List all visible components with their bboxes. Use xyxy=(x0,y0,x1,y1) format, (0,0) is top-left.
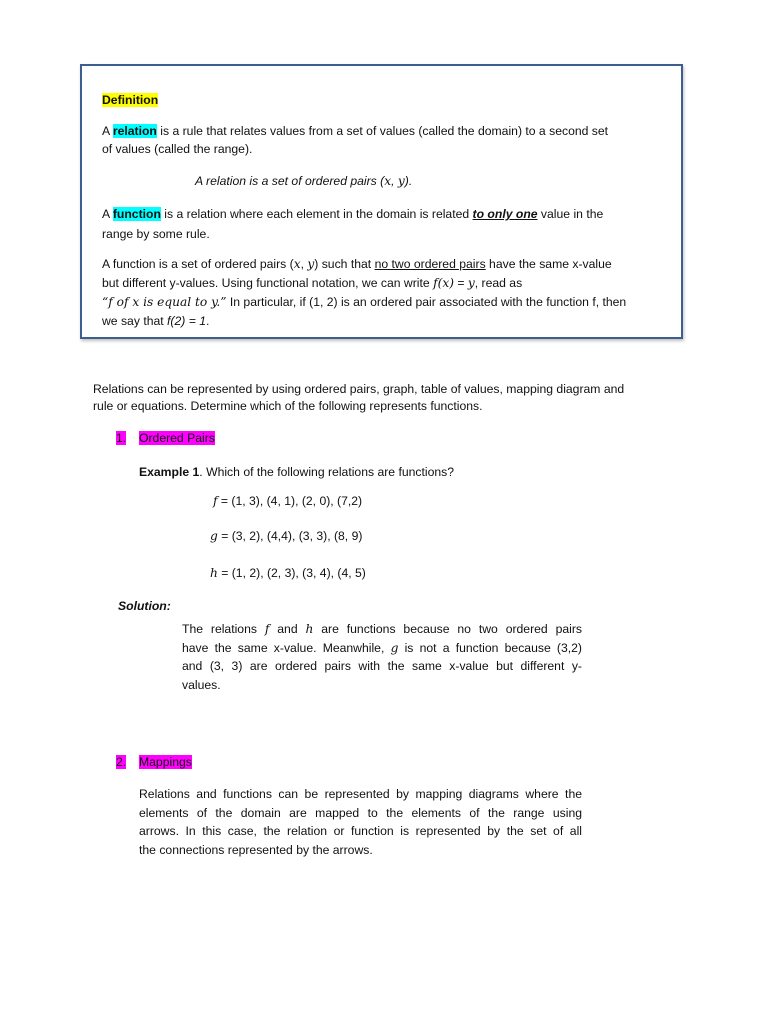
relation-term: relation xyxy=(112,124,157,138)
relation-g: g = (3, 2), (4,4), (3, 3), (8, 9) xyxy=(210,529,363,543)
function-term: function xyxy=(112,207,161,221)
relation-h: h = (1, 2), (2, 3), (3, 4), (4, 5) xyxy=(210,566,366,580)
function-pairs-line3: “f of x is equal to y.” In particular, if (1, 2) is an ordered pair associated with the function f, then xyxy=(102,295,627,309)
only-one-emphasis: to only one xyxy=(472,207,538,221)
solution-label: Solution: xyxy=(118,599,171,613)
section1-title: Ordered Pairs xyxy=(139,431,215,445)
relation-definition-line2: of values (called the range). xyxy=(102,142,253,156)
function-pairs-line4: we say that f(2) = 1. xyxy=(102,314,210,328)
section1-number: 1. xyxy=(116,431,127,445)
section2-number: 2. xyxy=(116,755,127,769)
function-definition-line2: range by some rule. xyxy=(102,227,210,241)
section2-title: Mappings xyxy=(139,755,192,769)
intro-line2: rule or equations. Determine which of the following represents functions. xyxy=(93,399,483,413)
function-pairs-line1: A function is a set of ordered pairs (x, y) such that no two ordered pairs have the same x-value xyxy=(102,257,612,271)
definition-heading: Definition xyxy=(102,93,159,107)
relation-statement: A relation is a set of ordered pairs (x, y). xyxy=(195,174,413,188)
relation-definition-line1: A relation is a rule that relates values from a set of values (called the domain) to a second set xyxy=(102,124,609,138)
function-definition-line1: A function is a relation where each element in the domain is related to only one value in the xyxy=(102,207,604,221)
relation-f: f = (1, 3), (4, 1), (2, 0), (7,2) xyxy=(213,494,363,508)
mappings-paragraph: Relations and functions can be represented by mapping diagrams where the elements of the domain are mapped to the elements of the range using arrows. In this case, the relation or function is represented by the set of all the connections represented by the arrows. xyxy=(139,787,582,857)
intro-line1: Relations can be represented by using ordered pairs, graph, table of values, mapping diagram and xyxy=(93,382,625,396)
function-pairs-line2: but different y-values. Using functional notation, we can write f(x) = y, read as xyxy=(102,276,523,290)
example1-prompt: Example 1. Which of the following relations are functions? xyxy=(139,465,455,479)
solution-text: The relations f and h are functions because no two ordered pairs have the same x-value. Meanwhile, g is not a function because (3,2) and (3, 3) are ordered pairs with the same x-value but different y- values. xyxy=(182,622,583,692)
